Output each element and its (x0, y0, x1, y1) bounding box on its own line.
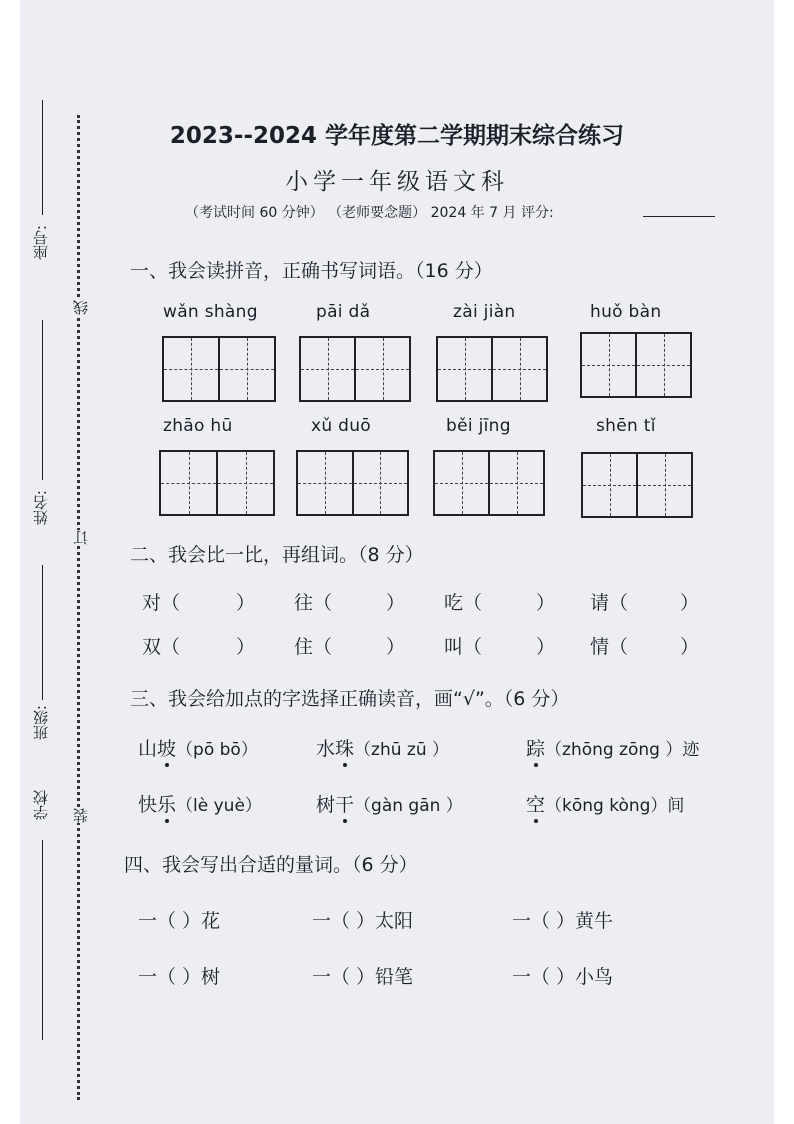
pinyin-7: běi jīng (446, 416, 511, 436)
pinyin-2: pāi dǎ (316, 302, 371, 322)
reading-row-2c (526, 790, 684, 817)
pinyin-8: shēn tǐ (596, 416, 656, 436)
binding-mark-line: 线 (72, 300, 90, 315)
compare-7-close: ） (536, 636, 556, 658)
compare-5-close: ） (236, 636, 256, 658)
dotted-char: 踪 (526, 734, 545, 761)
measure-word-1: 一（ ）花 (138, 910, 221, 932)
dotted-char: 干 (335, 790, 354, 817)
compare-5-open: 双（ (142, 636, 181, 658)
word-char: 山 (138, 738, 158, 760)
compare-4-close: ） (680, 592, 700, 614)
word-char: 树 (316, 794, 336, 816)
reading-options: （zhū zū ） (354, 740, 450, 760)
writing-grid-2[interactable] (299, 336, 411, 402)
writing-grid-8[interactable] (581, 452, 693, 518)
compare-7-open: 叫（ (444, 636, 483, 658)
reading-row-2 (138, 790, 262, 817)
dotted-char: 空 (526, 790, 545, 817)
reading-options: （kōng kòng）间 (545, 796, 685, 816)
reading-row-2b (316, 790, 463, 817)
writing-grid-7[interactable] (433, 450, 545, 516)
writing-grid-5[interactable] (159, 450, 275, 516)
compare-1-close: ） (236, 592, 256, 614)
section3-heading: 三、我会给加点的字选择正确读音，画“√”。（6 分） (130, 688, 570, 710)
score-blank[interactable] (643, 216, 715, 217)
compare-1-open: 对（ (142, 592, 181, 614)
pinyin-4: huǒ bàn (590, 302, 662, 322)
name-label: 姓名: (32, 490, 50, 526)
binding-mark-zhuang: 装 (72, 808, 90, 823)
writing-grid-6[interactable] (296, 450, 409, 516)
reading-row-1c (526, 734, 699, 761)
compare-6-open: 住（ (294, 636, 333, 658)
class-line (42, 565, 43, 700)
exam-subtitle: 小学一年级语文科 (285, 169, 509, 195)
section1-heading: 一、我会读拼音，正确书写词语。（16 分） (130, 260, 493, 282)
reading-options: （pō bō） (176, 740, 258, 760)
school-line (42, 840, 43, 1040)
section2-heading: 二、我会比一比，再组词。（8 分） (130, 544, 424, 566)
exam-info: （考试时间 60 分钟） （老师要念题） 2024 年 7 月 评分: (185, 205, 554, 221)
binding-dotted-line (77, 115, 80, 1100)
compare-2-close: ） (386, 592, 406, 614)
writing-grid-3[interactable] (436, 336, 548, 402)
writing-grid-1[interactable] (162, 336, 276, 402)
compare-6-close: ） (386, 636, 406, 658)
measure-word-2: 一（ ）太阳 (312, 910, 414, 932)
measure-word-5: 一（ ）铅笔 (312, 966, 414, 988)
compare-8-close: ） (680, 636, 700, 658)
pinyin-3: zài jiàn (453, 302, 516, 322)
reading-row-1 (138, 734, 258, 761)
section4-heading: 四、我会写出合适的量词。（6 分） (124, 854, 418, 876)
binding-mark-ding: 订 (72, 530, 90, 545)
word-char: 水 (316, 738, 336, 760)
compare-3-close: ） (536, 592, 556, 614)
exam-title: 2023--2024 学年度第二学期期末综合练习 (169, 123, 625, 149)
writing-grid-4[interactable] (580, 332, 692, 398)
word-char: 快 (138, 794, 158, 816)
measure-word-3: 一（ ）黄牛 (512, 910, 614, 932)
school-label: 学校 (32, 790, 50, 820)
pinyin-1: wǎn shàng (163, 302, 258, 322)
class-label: 班级: (32, 705, 50, 741)
measure-word-4: 一（ ）树 (138, 966, 221, 988)
dotted-char: 乐 (157, 790, 176, 817)
reading-options: （lè yuè） (176, 796, 262, 816)
compare-3-open: 吃（ (444, 592, 483, 614)
dotted-char: 坡 (157, 734, 176, 761)
reading-options: （zhōng zōng ）迹 (545, 740, 700, 760)
pinyin-6: xǔ duō (311, 416, 372, 436)
seat-label: 座号: (32, 225, 50, 261)
pinyin-5: zhāo hū (163, 416, 233, 436)
dotted-char: 珠 (335, 734, 354, 761)
reading-options: （gàn gān ） (354, 796, 463, 816)
compare-8-open: 情（ (590, 636, 629, 658)
compare-2-open: 往（ (294, 592, 333, 614)
name-line (42, 320, 43, 480)
reading-row-1b (316, 734, 449, 761)
measure-word-6: 一（ ）小鸟 (512, 966, 614, 988)
compare-4-open: 请（ (590, 592, 629, 614)
